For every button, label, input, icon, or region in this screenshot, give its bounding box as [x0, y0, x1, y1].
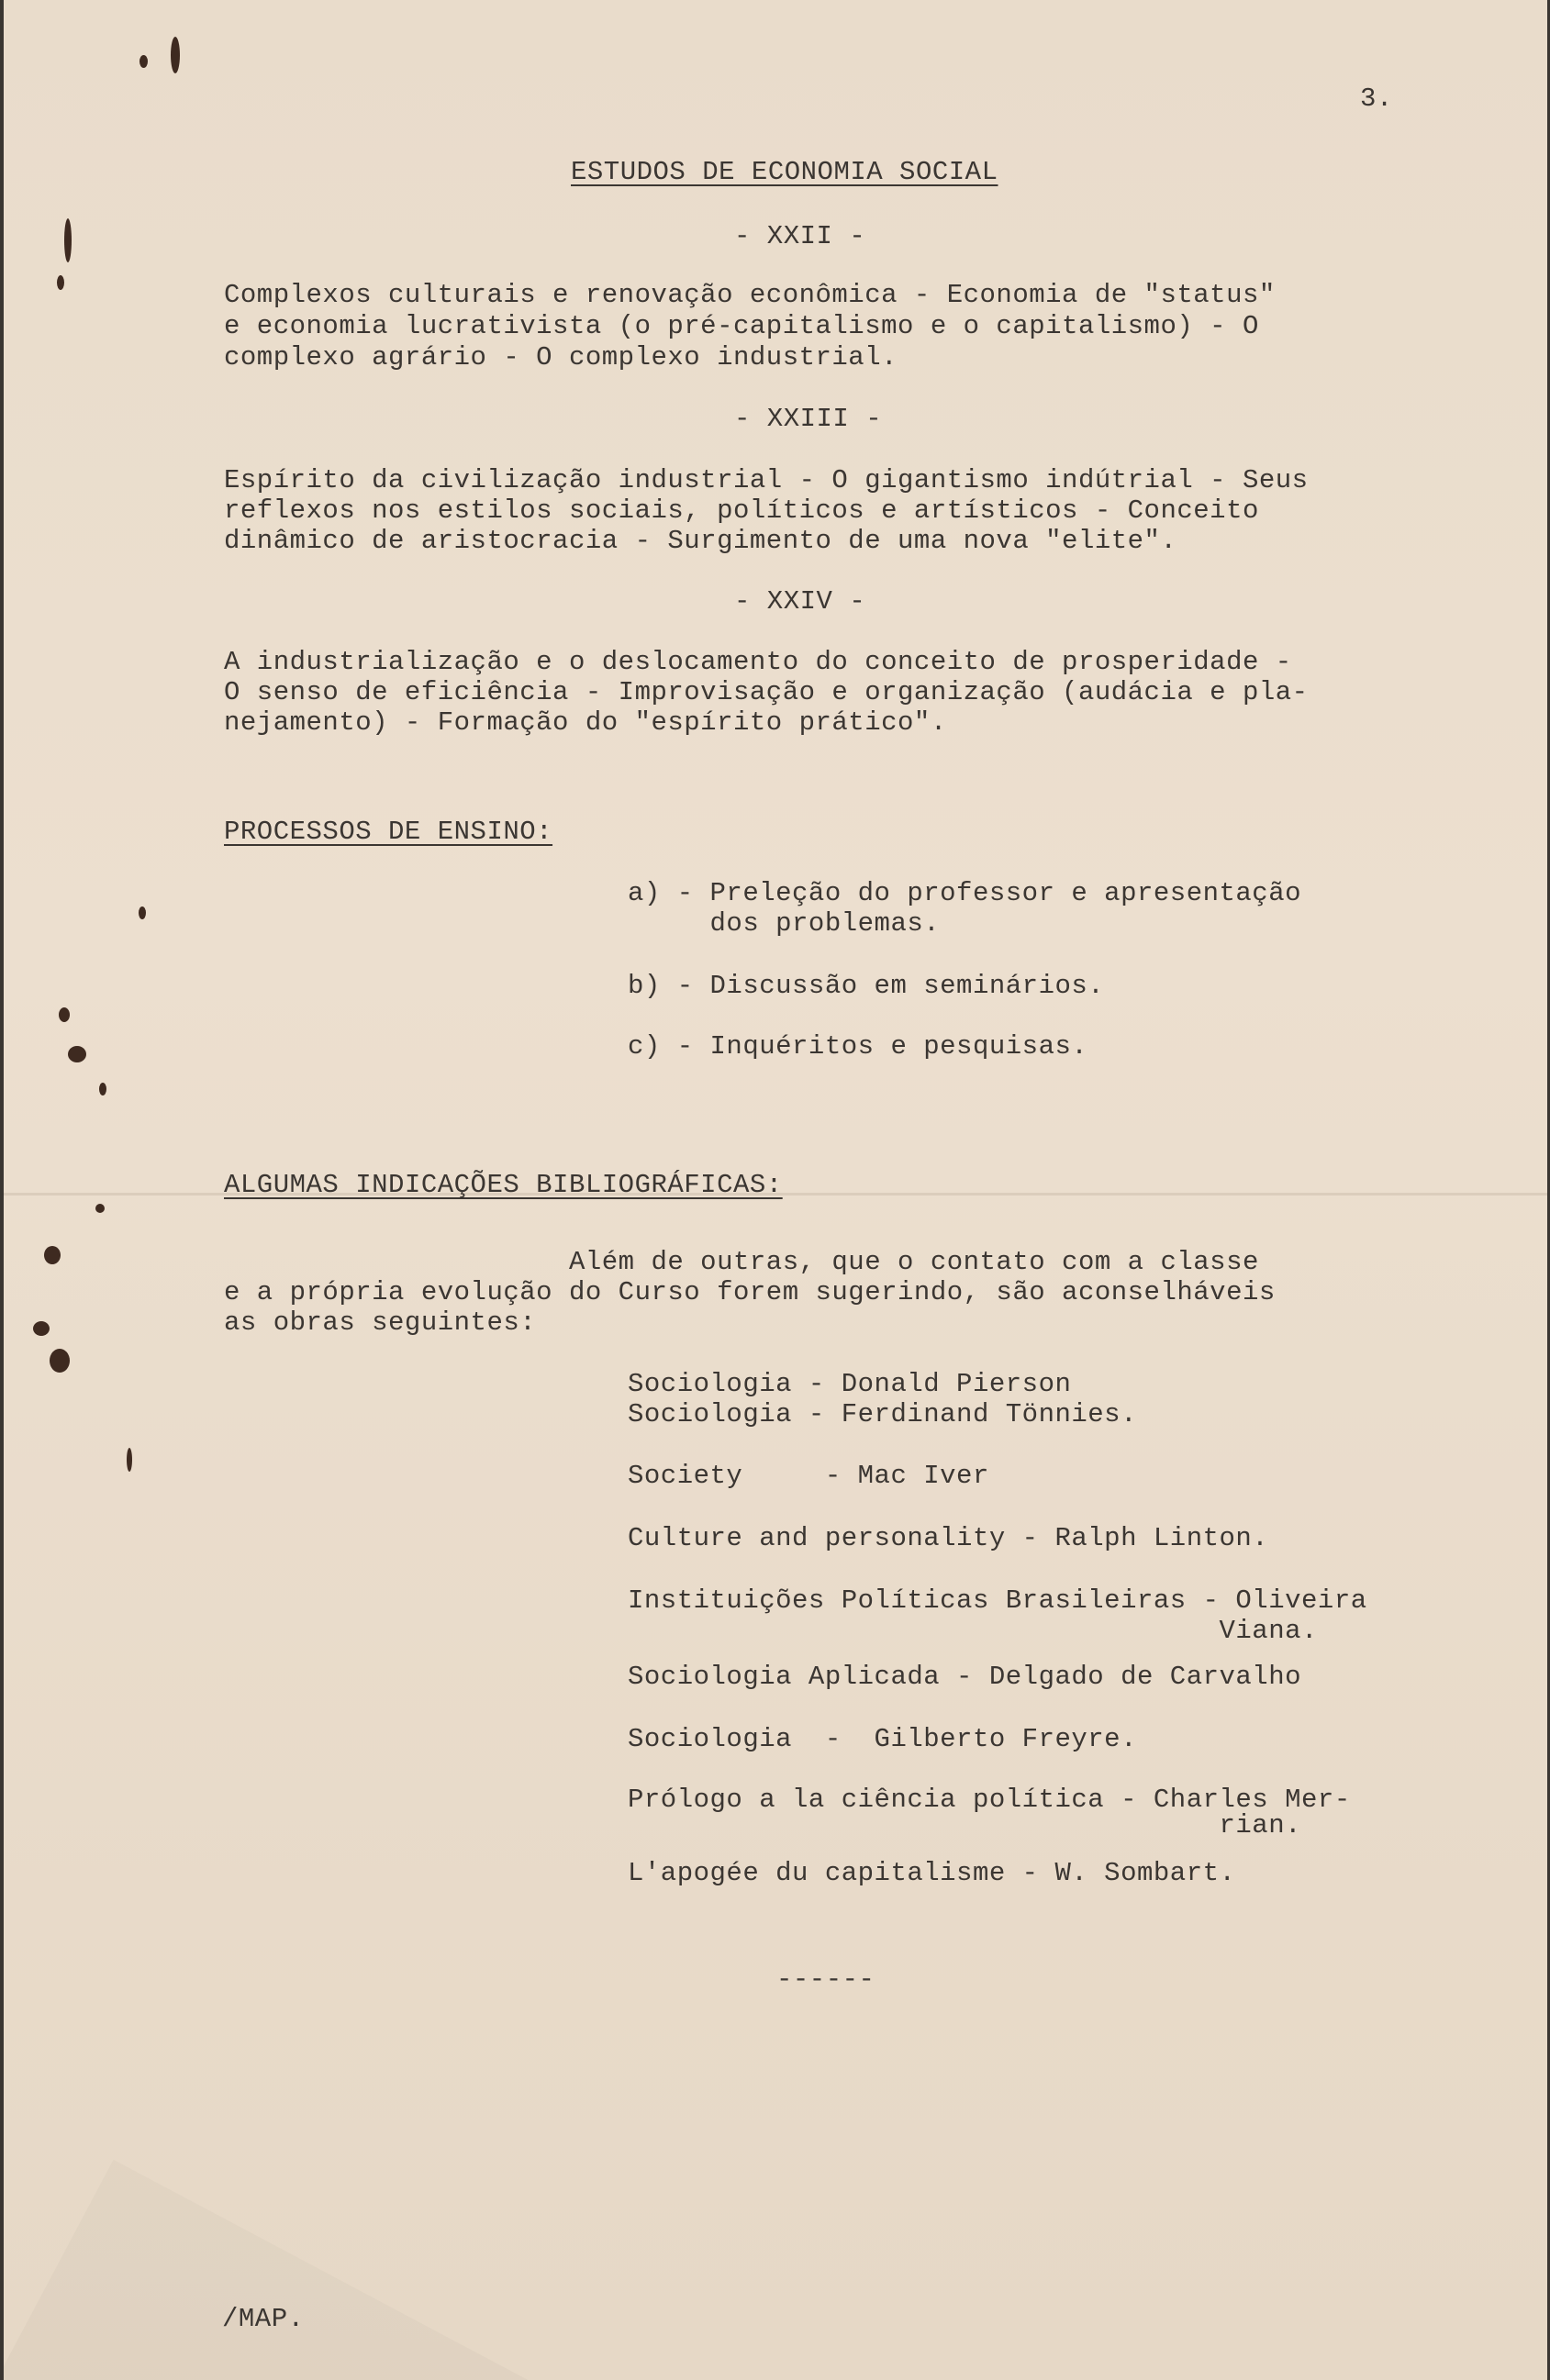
section-numeral: - XXIV - — [734, 586, 866, 617]
bibliografia-entry: Instituições Políticas Brasileiras - Oliveira — [628, 1585, 1367, 1616]
bibliografia-entry: Prólogo a la ciência política - Charles Mer- — [628, 1785, 1351, 1815]
page-number: 3. — [1360, 83, 1393, 114]
processos-item: b) - Discussão em seminários. — [628, 971, 1105, 1001]
section-line: e economia lucrativista (o pré-capitalismo e o capitalismo) - O — [224, 311, 1259, 341]
ink-spot — [171, 37, 180, 73]
ink-spot — [59, 1007, 70, 1022]
section-numeral: - XXIII - — [734, 404, 883, 434]
ink-spot — [95, 1204, 105, 1213]
section-line: O senso de eficiência - Improvisação e organização (audácia e pla- — [224, 677, 1309, 707]
ink-spot — [57, 275, 64, 290]
ink-spot — [139, 55, 148, 68]
bibliografia-entry: Sociologia - Gilberto Freyre. — [628, 1724, 1137, 1754]
ink-spot — [44, 1246, 61, 1264]
processos-item: c) - Inquéritos e pesquisas. — [628, 1031, 1088, 1062]
ink-spot — [99, 1083, 106, 1095]
bibliografia-entry: L'apogée du capitalisme - W. Sombart. — [628, 1858, 1236, 1888]
bibliografia-entry-cont: Viana. — [628, 1616, 1318, 1646]
bibliografia-entry: Society - Mac Iver — [628, 1461, 989, 1491]
processos-item: a) - Preleção do professor e apresentação — [628, 878, 1302, 908]
end-separator: ------ — [776, 1964, 875, 1995]
section-line: reflexos nos estilos sociais, políticos e artísticos - Conceito — [224, 495, 1259, 526]
section-numeral: - XXII - — [734, 221, 866, 251]
bibliografia-entry: Culture and personality - Ralph Linton. — [628, 1523, 1269, 1553]
ink-spot — [64, 218, 72, 262]
bibliografia-entry: Sociologia - Ferdinand Tönnies. — [628, 1399, 1137, 1429]
section-line: dinâmico de aristocracia - Surgimento de uma nova "elite". — [224, 526, 1177, 556]
document-page — [4, 0, 1547, 2380]
section-line: complexo agrário - O complexo industrial. — [224, 342, 898, 373]
bibliografia-entry: Sociologia Aplicada - Delgado de Carvalho — [628, 1662, 1302, 1692]
section-line: Complexos culturais e renovação econômica - Economia de "status" — [224, 280, 1276, 310]
ink-spot — [139, 906, 146, 919]
bibliografia-entry: Sociologia - Donald Pierson — [628, 1369, 1072, 1399]
section-line: nejamento) - Formação do "espírito prático". — [224, 707, 947, 738]
bibliografia-heading: ALGUMAS INDICAÇÕES BIBLIOGRÁFICAS: — [224, 1170, 783, 1200]
page-title: ESTUDOS DE ECONOMIA SOCIAL — [571, 157, 998, 187]
ink-spot — [50, 1349, 70, 1373]
ink-spot — [33, 1321, 50, 1336]
typist-initials: /MAP. — [222, 2304, 305, 2334]
bibliografia-intro-line: e a própria evolução do Curso forem sugerindo, são aconselháveis — [224, 1277, 1276, 1307]
folded-corner — [4, 2160, 616, 2380]
processos-item-cont: dos problemas. — [628, 908, 941, 939]
section-line: Espírito da civilização industrial - O gigantismo indútrial - Seus — [224, 465, 1309, 495]
bibliografia-intro-line: Além de outras, que o contato com a classe — [224, 1247, 1259, 1277]
bibliografia-entry-cont: rian. — [628, 1810, 1302, 1841]
processos-heading: PROCESSOS DE ENSINO: — [224, 817, 553, 847]
bibliografia-intro-line: as obras seguintes: — [224, 1307, 537, 1338]
ink-spot — [68, 1046, 86, 1062]
ink-spot — [127, 1448, 132, 1472]
section-line: A industrialização e o deslocamento do conceito de prosperidade - — [224, 647, 1292, 677]
